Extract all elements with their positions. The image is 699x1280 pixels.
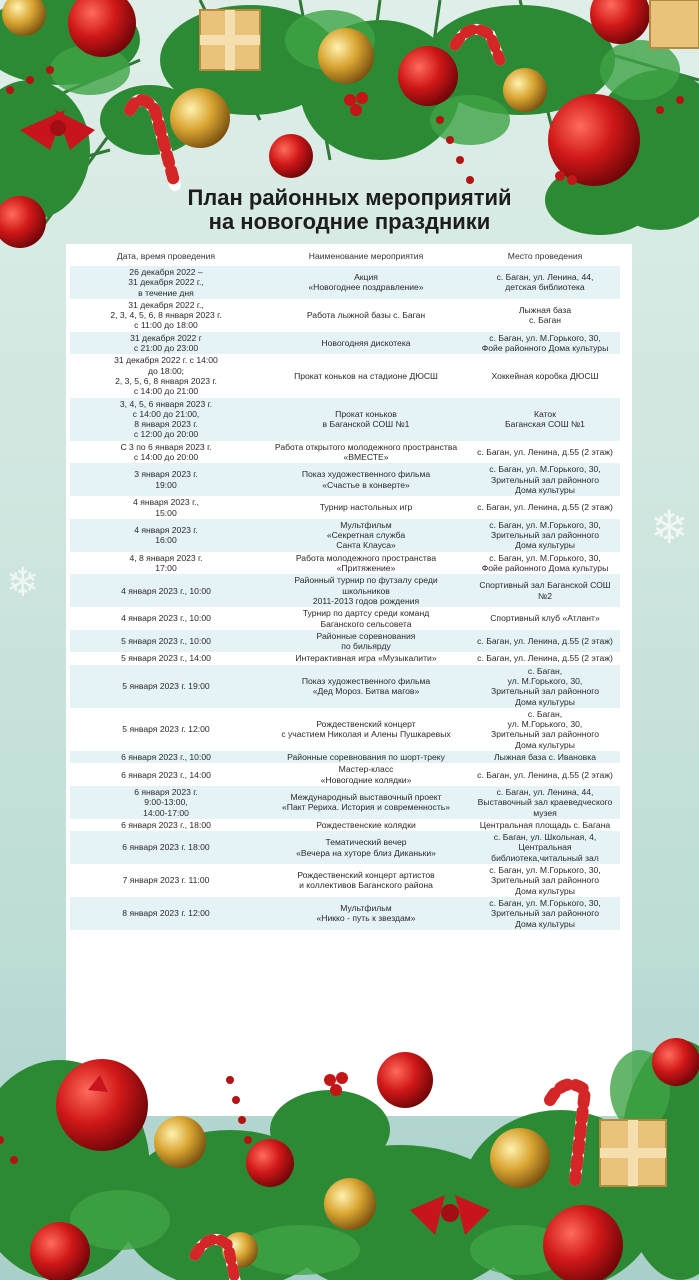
table-row (70, 864, 620, 897)
cell-date: 4, 8 января 2023 г. 17:00 (129, 552, 203, 574)
cell-date: 4 января 2023 г., 15:00 (133, 497, 199, 518)
cell-date: 6 января 2023 г., 10:00 (70, 751, 262, 763)
cell-place: с. Баган, ул. М.Горького, 30, Зрительный зал районного Дома культуры (470, 519, 620, 552)
cell-place: с. Баган, ул. М.Горького, 30, Зрительный зал районного Дома культуры (489, 865, 601, 896)
snowflake-icon: ❄ (6, 561, 40, 605)
garland-bottom-decoration (0, 1020, 699, 1280)
cell-place: с. Баган, ул. М.Горького, 30, Фойе районного Дома культуры (481, 552, 609, 574)
cell-event: Работа открытого молодежного пространства «ВМЕСТЕ» (274, 441, 458, 463)
table-row (70, 786, 620, 819)
cell-date: 5 января 2023 г. 12:00 (122, 724, 210, 735)
table-row (70, 299, 620, 332)
cell-place: Центральная площадь с. Багана (479, 819, 611, 830)
cell-place: с. Баган, ул. Ленина, д.55 (2 этаж) (477, 769, 613, 780)
cell-event: Турнир настольных игр (319, 502, 413, 513)
table-row (70, 665, 620, 708)
cell-date: 5 января 2023 г. 19:00 (70, 665, 262, 708)
cell-date: 8 января 2023 г. 12:00 (70, 897, 262, 930)
cell-event: Интерактивная игра «Музыкалити» (295, 653, 437, 664)
cell-place: с. Баган, ул. М.Горького, 30, Фойе районного Дома культуры (470, 332, 620, 355)
cell-date: 6 января 2023 г., 14:00 (121, 769, 211, 780)
cell-event: Мультфильм «Никко - путь к звездам» (262, 897, 470, 930)
events-table (70, 246, 620, 930)
cell-date: 6 января 2023 г. 18:00 (70, 831, 262, 864)
cell-place: Спортивный клуб «Атлант» (490, 613, 600, 624)
table-row (70, 652, 620, 664)
cell-place: с. Баган, ул. Ленина, 44, детская библиотека (470, 266, 620, 299)
cell-event: Рождественский концерт с участием Николая и Алены Пушкаревых (281, 719, 451, 740)
cell-date: 4 января 2023 г., 10:00 (121, 613, 211, 624)
cell-place: Спортивный зал Баганской СОШ №2 (470, 574, 620, 607)
cell-place: Каток Баганская СОШ №1 (470, 398, 620, 441)
cell-place: с. Баган, ул. М.Горького, 30, Зрительный зал районного Дома культуры (491, 708, 599, 750)
cell-event: Международный выставочный проект «Пакт Рериха. История и современность» (262, 786, 470, 819)
cell-event: Работа лыжной базы с. Баган (306, 310, 426, 321)
cell-event: Районные соревнования по бильярду (262, 630, 470, 653)
cell-date: 31 декабря 2022 г., 2, 3, 4, 5, 6, 8 января 2023 г. с 11:00 до 18:00 (110, 299, 222, 331)
cell-place: с. Баган, ул. М.Горького, 30, Зрительный зал районного Дома культуры (470, 665, 620, 708)
cell-place: Лыжная база с. Баган (518, 305, 572, 326)
header-place: Место проведения (470, 246, 620, 266)
cell-place: с. Баган, ул. Ленина, д.55 (2 этаж) (470, 630, 620, 653)
cell-date: 4 января 2023 г. 16:00 (70, 519, 262, 552)
cell-place: с. Баган, ул. Ленина, д.55 (2 этаж) (477, 502, 613, 513)
cell-date: С 3 по 6 января 2023 г. с 14:00 до 20:00 (120, 441, 212, 463)
cell-date: 4 января 2023 г., 10:00 (70, 574, 262, 607)
cell-place: с. Баган, ул. М.Горького, 30, Зрительный зал районного Дома культуры (470, 897, 620, 930)
cell-date: 3 января 2023 г. 19:00 (70, 463, 262, 496)
cell-event: Районные соревнования по шорт-треку (262, 751, 470, 763)
cell-event: Мультфильм «Секретная служба Санта Клауса» (262, 519, 470, 552)
cell-event: Показ художественного фильма «Счастье в конверте» (262, 463, 470, 496)
table-row (70, 819, 620, 831)
snowflake-icon: ❄ (650, 501, 689, 553)
table-row (70, 441, 620, 464)
cell-place: с. Баган, ул. Ленина, д.55 (2 этаж) (477, 446, 613, 457)
cell-event: Прокат коньков в Баганской СОШ №1 (262, 398, 470, 441)
cell-date: 3, 4, 5, 6 января 2023 г. с 14:00 до 21:00, 8 января 2023 г. с 12:00 до 20:00 (70, 398, 262, 441)
table-row (70, 332, 620, 355)
cell-date: 26 декабря 2022 – 31 декабря 2022 г., в течение дня (70, 266, 262, 299)
cell-date: 5 января 2023 г., 14:00 (121, 653, 211, 664)
table-row (70, 519, 620, 552)
page-title (0, 186, 699, 234)
cell-place: с. Баган, ул. Школьная, 4, Центральная библиотека,читальный зал (470, 831, 620, 864)
cell-event: Новогодняя дискотека (262, 332, 470, 355)
table-row (70, 463, 620, 496)
title-line-1: План районных мероприятий (187, 185, 512, 210)
cell-event: Рождественский концерт артистов и коллективов Баганского района (297, 870, 435, 891)
cell-place: Хоккейная коробка ДЮСШ (491, 370, 599, 381)
cell-place: с. Баган, ул. Ленина, 44, Выставочный зал краеведческого музея (470, 786, 620, 819)
cell-event: Работа молодежного пространства «Притяжение» (295, 552, 437, 574)
title-line-2: на новогодние праздники (208, 209, 491, 234)
table-header-row (70, 246, 620, 266)
table-row (70, 398, 620, 441)
table-row (70, 831, 620, 864)
cell-date: 6 января 2023 г., 18:00 (121, 819, 211, 830)
table-row (70, 630, 620, 653)
cell-event: Показ художественного фильма «Дед Мороз. Битва магов» (262, 665, 470, 708)
cell-date: 7 января 2023 г. 11:00 (122, 875, 210, 886)
cell-place: с. Баган, ул. Ленина, д.55 (2 этаж) (477, 653, 613, 664)
cell-event: Мастер-класс «Новогодние колядки» (320, 764, 412, 785)
cell-event: Тематический вечер «Вечера на хуторе близ Диканьки» (262, 831, 470, 864)
cell-date: 31 декабря 2022 г. с 14:00 до 18:00; 2, 3, 5, 6, 8 января 2023 г. с 14:00 до 21:00 (114, 355, 218, 397)
table-row (70, 708, 620, 751)
cell-place: с. Баган, ул. М.Горького, 30, Зрительный зал районного Дома культуры (470, 463, 620, 496)
table-row (70, 496, 620, 519)
table-row (70, 354, 620, 397)
table-row (70, 574, 620, 607)
cell-date: 6 января 2023 г. 9:00-13:00, 14:00-17:00 (70, 786, 262, 819)
cell-event: Районный турнир по футзалу среди школьников 2011-2013 годов рождения (262, 574, 470, 607)
cell-event: Турнир по дартсу среди команд Баганского сельсовета (302, 608, 430, 629)
table-row (70, 607, 620, 630)
table-row (70, 897, 620, 930)
cell-event: Рождественские колядки (316, 819, 416, 830)
cell-place: Лыжная база с. Ивановка (470, 751, 620, 763)
cell-event: Прокат коньков на стадионе ДЮСШ (294, 370, 438, 381)
table-row (70, 266, 620, 299)
header-date: Дата, время проведения (70, 246, 262, 266)
cell-date: 31 декабря 2022 г с 21:00 до 23:00 (70, 332, 262, 355)
cell-date: 5 января 2023 г., 10:00 (70, 630, 262, 653)
table-row (70, 552, 620, 575)
table-row (70, 751, 620, 763)
table-row (70, 763, 620, 786)
cell-event: Акция «Новогоднее поздравление» (262, 266, 470, 299)
header-event: Наименование мероприятия (262, 246, 470, 266)
